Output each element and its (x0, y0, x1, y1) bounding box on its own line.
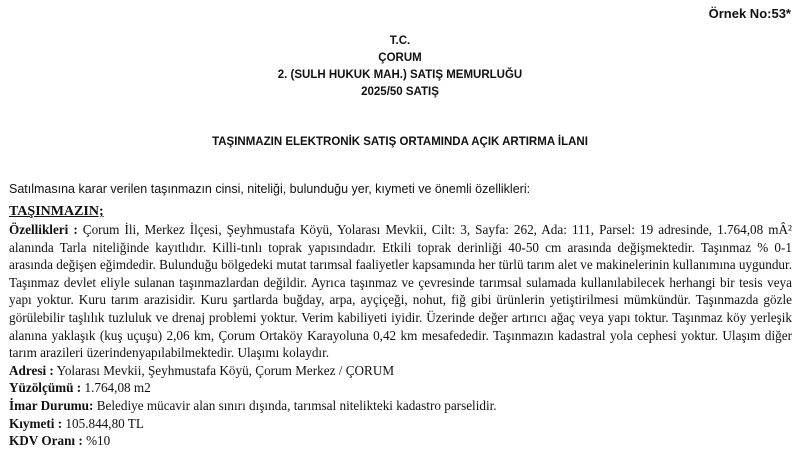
features-text: Çorum İli, Merkez İlçesi, Şeyhmustafa Köyü, Yolarası Mevkii, Cilt: 3, Sayfa: 262, Ada: 111, Parsel: 19 adresinde, 1.764,08 mÂ² alanında Tarla niteliğinde kayıtlıdır. Killi-tınlı toprak yapısındadır. Etkili toprak derinliği 40-50 cm arasında değişmektedir. Taşınmaz % 0-1 arasında değişen eğimdedir. Bulunduğu bölgedeki mutat tarımsal faaliyetler kapsamında her türlü tarım alet ve makinelerinin kullanımına uygundur. Taşınmaz devlet eliyle sulanan taşınmazlardan değildir. Ayrıca taşınmaz ve çevresinde tarımsal sulamada kullanılabilecek herhangi bir tesis veya yapı yoktur. Kuru tarım arazisidir. Kuru şartlarda buğday, arpa, ayçiçeği, nohut, fiğ gibi ürünlerin yetiştirilmesi mümkündür. Taşınmazda gözle görülebilir taşlılık tuzluluk ve drenaj problemi yoktur. Verim kabiliyeti iyidir. Üzerinde değer artırıcı ağaç veya yapı toktur. Taşınmaz köy yerleşik alanına yaklaşık (kuş uçuşu) 2,06 km, Çorum Ortaköy Karayoluna 0,42 km mesafededir. Taşınmazın kadastral yola cephesi yoktur. Ulaşım diğer tarım arazileri üzerindenyapılabilmektedir. Ulaşımı kolaydır. (9, 222, 792, 361)
header-line-city: ÇORUM (378, 52, 422, 64)
address-value: Yolarası Mevkii, Şeyhmustafa Köyü, Çorum Merkez / ÇORUM (53, 362, 395, 378)
area-label: Yüzölçümü : (9, 380, 82, 396)
intro-text: Satılmasına karar verilen taşınmazın cinsi, niteliği, bulunduğu yer, kıymeti ve önemli özellikleri: (9, 182, 531, 196)
header-line-tc: T.C. (389, 35, 411, 47)
area-value: 1.764,08 m2 (81, 380, 151, 396)
document-header (0, 33, 800, 101)
header-line-office: 2. (SULH HUKUK MAH.) SATIŞ MEMURLUĞU (277, 69, 523, 81)
address-label: Adresi : (9, 362, 54, 378)
zoning-row (9, 397, 792, 415)
zoning-value: Belediye mücavir alan sınırı dışında, tarımsal nitelikteki kadastro parselidir. (93, 397, 497, 413)
value-row (9, 415, 792, 433)
vat-label: KDV Oranı : (9, 433, 83, 449)
vat-row (9, 432, 792, 450)
example-number: Örnek No:53* (708, 6, 791, 21)
property-heading: TAŞINMAZIN; (9, 204, 104, 219)
value-label: Kıymeti : (9, 415, 63, 431)
area-row (9, 379, 792, 397)
property-section (9, 203, 792, 450)
header-line-file-number: 2025/50 SATIŞ (361, 86, 439, 98)
announcement-title: TAŞINMAZIN ELEKTRONİK SATIŞ ORTAMINDA AÇIK ARTIRMA İLANI (212, 136, 588, 148)
zoning-label: İmar Durumu: (9, 397, 94, 413)
features-label: Özellikleri : (9, 222, 78, 237)
property-features (9, 221, 792, 362)
vat-value: %10 (82, 433, 111, 449)
value-amount: 105.844,80 TL (62, 415, 144, 431)
address-row (9, 362, 792, 380)
